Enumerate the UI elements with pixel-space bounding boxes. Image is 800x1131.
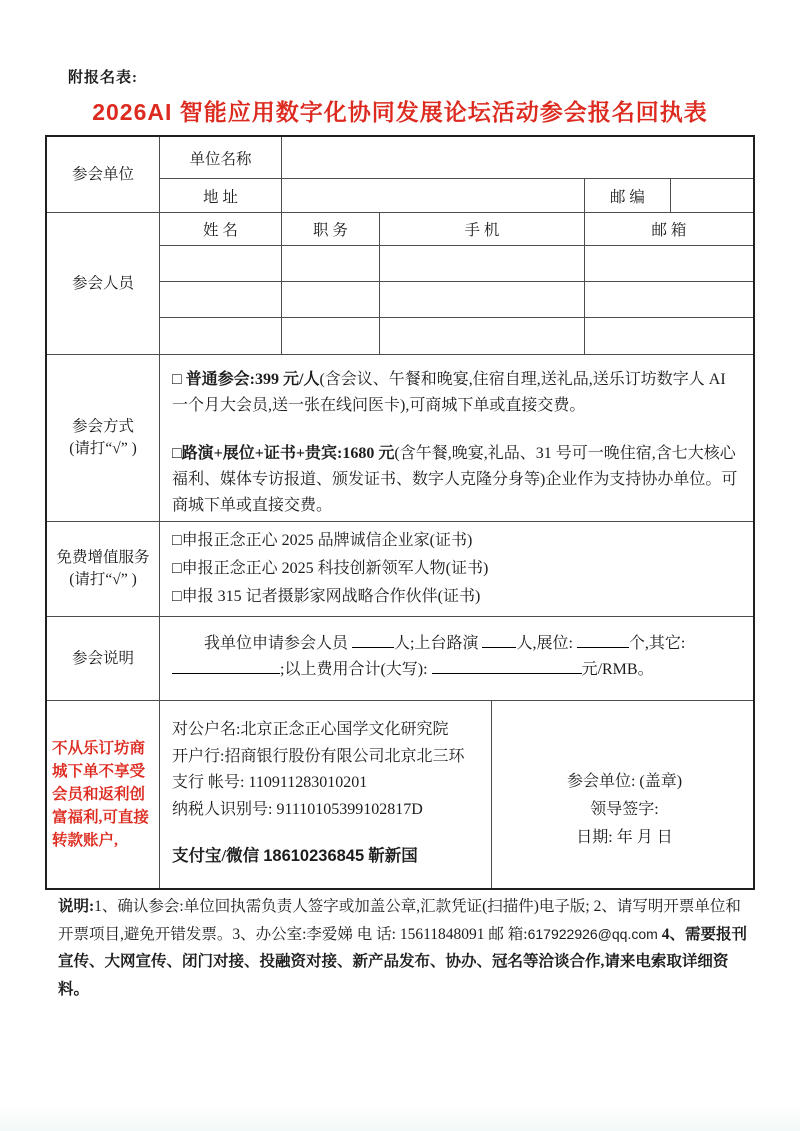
payment-row: [47, 701, 753, 888]
services-label-line2: (请打“√” ): [69, 571, 137, 588]
method-option-vip[interactable]: [172, 441, 741, 519]
page-title: 2026AI 智能应用数字化协同发展论坛活动参会报名回执表: [92, 99, 708, 125]
bank-account-name: 对公户名:北京正念正心国学文化研究院: [172, 721, 449, 738]
explain-seg1: 我单位申请参会人员: [204, 635, 353, 652]
attendees-row: [47, 213, 753, 355]
explain-row-label: 参会说明: [47, 617, 160, 700]
fill-blank-roadshow-count[interactable]: [482, 633, 516, 648]
footer-note-1: 1、确认参会:单位回执需负责人签字或加盖公章,汇款凭证(扫描件)电子版;: [94, 898, 590, 915]
footer-notes: [58, 893, 750, 1003]
header-email: 邮 箱: [651, 222, 687, 239]
footer-note-4a: 4、需要报刊宣传、大网宣传、闭门对接、投融资对接、新产品发: [58, 925, 747, 970]
checkbox-icon[interactable]: □: [172, 445, 182, 462]
header-title: 职 务: [282, 213, 380, 245]
alipay-wechat-line: [172, 843, 481, 870]
method-row-label: [47, 355, 160, 521]
attendee-email-cell[interactable]: [585, 282, 753, 317]
footer-label: 说明:: [58, 898, 95, 915]
explain-seg2: 人;上台路演: [394, 635, 483, 652]
unit-row: [47, 137, 753, 213]
method-label-line1: 参会方式: [71, 418, 134, 435]
checkbox-icon[interactable]: □: [172, 560, 182, 577]
tax-id: 纳税人识别号: 91110105399102817D: [172, 800, 423, 818]
method-row: [47, 355, 753, 522]
checkbox-icon[interactable]: □: [172, 371, 186, 388]
footer-note-2: 2、请写明开票单位和开票项目,避免开错发票。3、办公室:李爱娣 电 话: 15611848091: [58, 898, 741, 943]
payment-phone-number: 18610236845: [263, 847, 365, 865]
service-option-tech-text: 申报正念正心 2025 科技创新领军人物(证书): [181, 560, 489, 577]
service-option-tech[interactable]: [172, 555, 741, 583]
attendee-name-cell[interactable]: [160, 318, 282, 354]
footer-email-label: 邮 箱:: [488, 925, 528, 943]
header-name: 姓 名: [160, 213, 282, 245]
payment-bank-info: [160, 701, 492, 888]
fill-blank-booth-count[interactable]: [577, 633, 629, 648]
address-label: 地 址: [160, 179, 282, 212]
checkbox-icon[interactable]: □: [172, 532, 182, 549]
attendees-row-label: 参会人员: [47, 213, 160, 354]
attendee-title-cell[interactable]: [282, 246, 380, 281]
services-label-line1: 免费增值服务: [56, 549, 150, 566]
explain-seg4: 个,其它:: [628, 635, 686, 652]
services-row-label: [47, 522, 160, 616]
attachment-label: 附报名表:: [68, 70, 138, 86]
service-option-brand-text: 申报正念正心 2025 品牌诚信企业家(证书): [181, 532, 473, 549]
service-option-315-text: 申报 315 记者摄影家网战略合作伙伴(证书): [181, 588, 481, 605]
bank-branch-line1: 开户行:招商银行股份有限公司北京北三环: [172, 747, 465, 765]
services-options-cell: [160, 522, 753, 616]
attendee-mobile-cell[interactable]: [380, 318, 585, 354]
attendee-mobile-cell[interactable]: [380, 246, 585, 281]
footer-note-4b: 布、协办、冠名等洽谈合作,请来电索取详细资料。: [58, 953, 729, 998]
method-label-line2: (请打“√” ): [69, 440, 137, 457]
method-options-cell: [160, 355, 753, 521]
registration-table: [45, 135, 755, 890]
footer-email[interactable]: 617922926@qq.com: [527, 925, 658, 942]
bottom-watermark-strip: [0, 1105, 800, 1131]
attendee-name-cell[interactable]: [160, 282, 282, 317]
service-option-315[interactable]: [172, 583, 741, 611]
explain-seg6: 元/RMB。: [581, 661, 654, 678]
explain-seg3: 人,展位:: [516, 635, 577, 652]
unit-name-label: 单位名称: [160, 137, 282, 178]
explain-seg5: ;以上费用合计(大写):: [280, 661, 432, 678]
address-input-cell[interactable]: [282, 179, 585, 212]
explain-row: [47, 617, 753, 701]
services-row: [47, 522, 753, 617]
method-option-normal-desc: (含会议、午餐和晚宴,住宿自理,送礼品,送乐订坊数字人 AI 一个月大会员,送一张在线问医卡),可商城下单或直接交费。: [172, 371, 726, 414]
attendee-mobile-cell[interactable]: [380, 282, 585, 317]
method-option-vip-desc: (含午餐,晚宴,礼品、31 号可一晚住宿,含七大核心福利、媒体专访报道、颁发证书、数字人克隆分身等)企业作为支持协办单位。可商城下单或直接交费。: [172, 445, 738, 514]
leader-signature-line[interactable]: 领导签字:: [590, 800, 659, 818]
method-option-vip-title: 路演+展位+证书+贵宾:1680 元: [181, 445, 395, 462]
unit-name-input-cell[interactable]: [282, 137, 753, 178]
method-option-normal-title: 普通参会:399 元/人: [185, 371, 320, 388]
payment-contact-name: 靳新国: [364, 846, 418, 865]
date-line[interactable]: 日期: 年 月 日: [576, 828, 673, 846]
attendee-title-cell[interactable]: [282, 282, 380, 317]
attendee-name-cell[interactable]: [160, 246, 282, 281]
explain-cell: [160, 617, 753, 700]
checkbox-icon[interactable]: □: [172, 588, 182, 605]
attendee-title-cell[interactable]: [282, 318, 380, 354]
attendee-email-cell[interactable]: [585, 246, 753, 281]
unit-row-label: 参会单位: [47, 137, 160, 212]
signature-area: [492, 701, 753, 888]
method-option-normal[interactable]: [172, 367, 741, 419]
service-option-brand[interactable]: [172, 527, 741, 555]
fill-blank-attendee-count[interactable]: [352, 633, 394, 648]
bank-branch-line2: 支行 帐号: 110911283010201: [172, 774, 368, 791]
payment-warning: 不从乐订坊商城下单不享受会员和返利创富福利,可直接转款账户,: [47, 701, 160, 888]
header-mobile: 手 机: [380, 213, 585, 245]
alipay-wechat-label: 支付宝/微信: [172, 846, 264, 865]
fill-blank-other[interactable]: [172, 659, 280, 674]
postcode-label: 邮 编: [585, 179, 671, 212]
fill-blank-total-amount[interactable]: [432, 659, 582, 674]
stamp-line[interactable]: 参会单位: (盖章): [566, 772, 683, 790]
attendee-email-cell[interactable]: [585, 318, 753, 354]
postcode-input-cell[interactable]: [671, 179, 753, 212]
